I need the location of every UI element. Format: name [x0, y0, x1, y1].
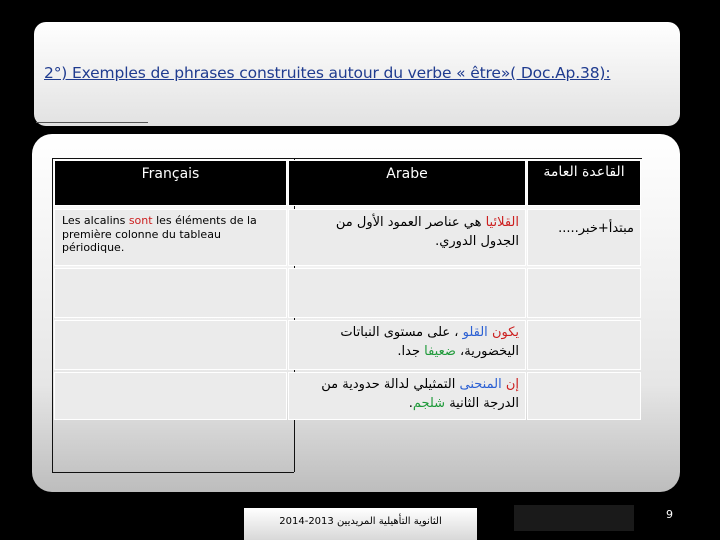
- row3-francais: [54, 320, 287, 370]
- header-arabe-label: Arabe: [386, 166, 428, 182]
- row1-arabe: [288, 209, 526, 266]
- row4-francais: [54, 372, 287, 420]
- row2-regle: [527, 268, 641, 318]
- row4-particle: إن: [505, 377, 519, 392]
- row1-francais: [54, 209, 287, 266]
- slide-title: 2°) Exemples de phrases construites autour du verbe « être»( Doc.Ap.38):: [44, 64, 611, 82]
- title-underline-rule: [36, 122, 148, 123]
- header-arabe: [288, 160, 526, 206]
- row3-mid: ، على مستوى النباتات اليخضورية،: [340, 325, 519, 359]
- header-regle: [527, 160, 641, 206]
- row4-end: .: [408, 396, 413, 411]
- row3-subject: القلو: [462, 325, 488, 340]
- row1-fr-after: les éléments de la première colonne du tableau périodique.: [62, 214, 257, 254]
- row4-mid: التمثيلي لدالة حدودية من الدرجة الثانية: [321, 377, 519, 411]
- row1-ar-subject: القلائيا: [485, 215, 519, 230]
- row1-rule: مبتدأ+خبر.....: [558, 221, 634, 236]
- row1-fr-verb: sont: [128, 214, 153, 227]
- table-frame-left: [52, 158, 53, 472]
- row2-arabe: [288, 268, 526, 318]
- row3-regle: [527, 320, 641, 370]
- table-frame-top: [52, 158, 642, 159]
- row4-subject: المنحنى: [459, 377, 502, 392]
- header-francais: [54, 160, 287, 206]
- row1-ar-rest: هي عناصر العمود الأول من الجدول الدوري.: [335, 215, 519, 249]
- row4-regle: [527, 372, 641, 420]
- page-number: 9: [666, 508, 673, 521]
- footer-school: [244, 508, 477, 540]
- row1-regle: [527, 209, 641, 266]
- row4-predicate: شلجم: [412, 396, 446, 411]
- footer-dark-block: [514, 505, 634, 531]
- row3-verb: يكون: [491, 325, 519, 340]
- table-frame-bottom: [52, 472, 294, 473]
- row3-predicate: ضعيفا: [424, 344, 456, 359]
- row3-arabe: [288, 320, 526, 370]
- row1-fr-before: Les alcalins: [62, 214, 129, 227]
- row3-end: جدا.: [397, 344, 425, 359]
- row2-francais: [54, 268, 287, 318]
- title-panel: [34, 22, 680, 126]
- row4-arabe: [288, 372, 526, 420]
- header-francais-label: Français: [141, 166, 200, 182]
- footer-text: الثانوية التأهيلية المريديين 2013-2014: [279, 516, 442, 527]
- header-regle-label: القاعدة العامة: [543, 164, 625, 180]
